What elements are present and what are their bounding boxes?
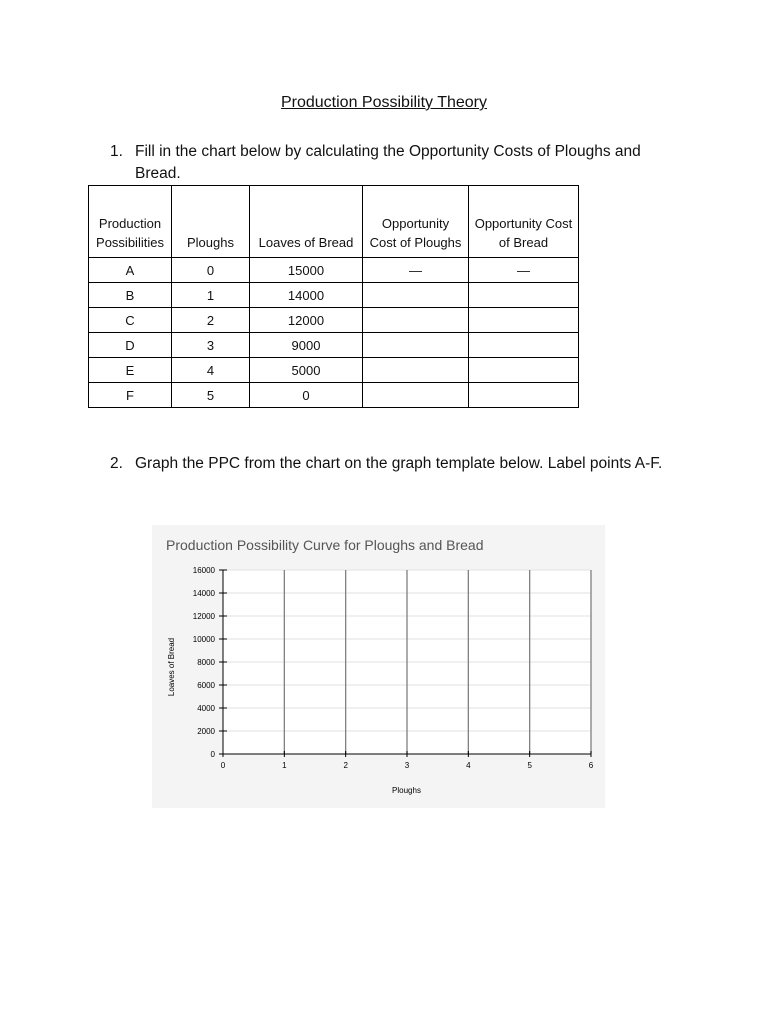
question-2-number: 2. — [110, 455, 123, 472]
opportunity-cost-table — [88, 185, 579, 408]
cell-oc-bread[interactable]: — — [469, 258, 579, 283]
cell-possibility: B — [89, 283, 172, 308]
x-tick-label: 6 — [588, 761, 594, 770]
cell-oc-bread[interactable] — [469, 333, 579, 358]
y-tick-label: 0 — [210, 750, 215, 759]
header-label: Opportunity — [381, 216, 450, 231]
cell-ploughs: 4 — [172, 358, 250, 383]
x-tick-label: 2 — [343, 761, 348, 770]
x-tick-label: 5 — [527, 761, 532, 770]
header-production-possibilities — [89, 186, 172, 258]
cell-ploughs: 0 — [172, 258, 250, 283]
table-row — [89, 383, 579, 408]
question-1 — [110, 141, 690, 185]
cell-oc-ploughs[interactable] — [363, 283, 469, 308]
cell-bread: 9000 — [250, 333, 363, 358]
x-tick-label: 0 — [220, 761, 226, 770]
question-2 — [110, 453, 690, 475]
cell-possibility: C — [89, 308, 172, 333]
cell-bread: 5000 — [250, 358, 363, 383]
cell-possibility: F — [89, 383, 172, 408]
cell-ploughs: 5 — [172, 383, 250, 408]
y-tick-label: 14000 — [192, 589, 215, 598]
header-opportunity-cost-bread — [469, 186, 579, 258]
cell-bread: 0 — [250, 383, 363, 408]
header-label: Possibilities — [96, 235, 164, 250]
table-row — [89, 283, 579, 308]
cell-oc-ploughs[interactable]: — — [363, 258, 469, 283]
table-row — [89, 258, 579, 283]
ppc-chart — [152, 525, 605, 808]
header-label: of Bread — [498, 235, 549, 250]
y-tick-label: 12000 — [192, 612, 215, 621]
table-row — [89, 308, 579, 333]
y-tick-label: 2000 — [197, 727, 215, 736]
page-title: Production Possibility Theory — [280, 94, 488, 111]
cell-ploughs: 3 — [172, 333, 250, 358]
cell-bread: 14000 — [250, 283, 363, 308]
header-label: Production — [98, 216, 162, 231]
x-tick-label: 1 — [282, 761, 287, 770]
table-header-row — [89, 186, 579, 258]
x-axis-label: Ploughs — [392, 786, 421, 795]
cell-possibility: A — [89, 258, 172, 283]
table-row — [89, 358, 579, 383]
cell-bread: 12000 — [250, 308, 363, 333]
cell-oc-bread[interactable] — [469, 383, 579, 408]
y-tick-label: 8000 — [197, 658, 215, 667]
ppc-chart-svg — [152, 525, 605, 808]
question-1-number: 1. — [110, 143, 123, 160]
y-axis-label: Loaves of Bread — [167, 637, 176, 697]
header-label: Ploughs — [187, 235, 234, 250]
cell-oc-bread[interactable] — [469, 283, 579, 308]
cell-oc-ploughs[interactable] — [363, 308, 469, 333]
cell-oc-ploughs[interactable] — [363, 383, 469, 408]
x-tick-label: 3 — [404, 761, 410, 770]
cell-oc-bread[interactable] — [469, 308, 579, 333]
cell-possibility: D — [89, 333, 172, 358]
cell-oc-ploughs[interactable] — [363, 333, 469, 358]
y-tick-label: 10000 — [192, 635, 215, 644]
header-opportunity-cost-ploughs — [363, 186, 469, 258]
x-tick-label: 4 — [466, 761, 471, 770]
header-ploughs — [172, 186, 250, 258]
cell-possibility: E — [89, 358, 172, 383]
cell-bread: 15000 — [250, 258, 363, 283]
cell-oc-ploughs[interactable] — [363, 358, 469, 383]
header-label: Loaves of Bread — [258, 235, 354, 250]
header-label: Opportunity Cost — [474, 216, 573, 231]
y-tick-label: 6000 — [197, 681, 215, 690]
cell-ploughs: 1 — [172, 283, 250, 308]
y-tick-label: 4000 — [197, 704, 215, 713]
header-loaves-of-bread — [250, 186, 363, 258]
question-1-text: Fill in the chart below by calculating the Opportunity Costs of Ploughs and Bread. — [135, 143, 641, 182]
header-label: Cost of Ploughs — [369, 235, 462, 250]
cell-oc-bread[interactable] — [469, 358, 579, 383]
table-row — [89, 333, 579, 358]
chart-title: Production Possibility Curve for Ploughs and Bread — [166, 537, 484, 553]
y-tick-label: 16000 — [192, 566, 215, 575]
question-2-text: Graph the PPC from the chart on the graph template below. Label points A-F. — [135, 455, 663, 472]
cell-ploughs: 2 — [172, 308, 250, 333]
